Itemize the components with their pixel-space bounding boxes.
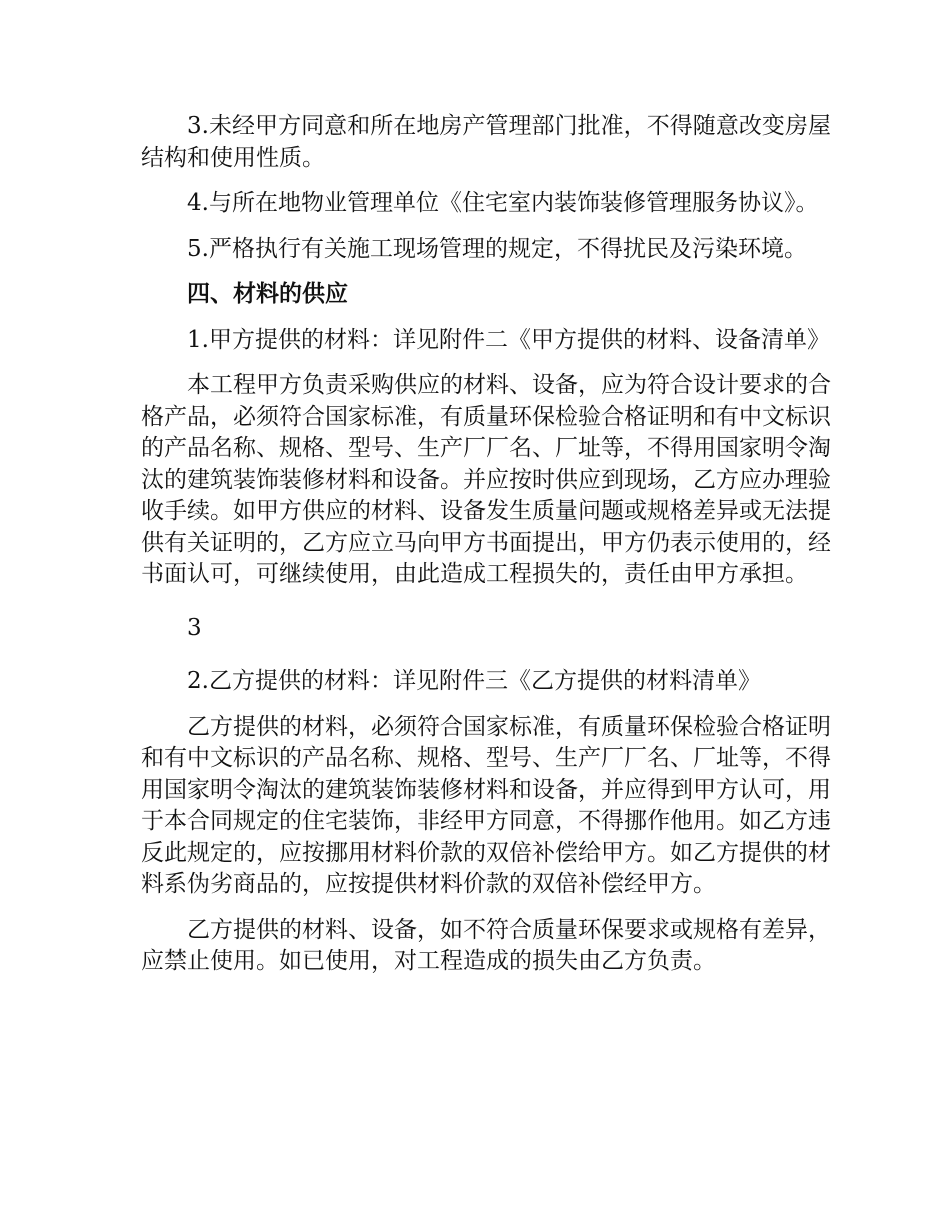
clause-5-site-management: 5.严格执行有关施工现场管理的规定，不得扰民及污染环境。 bbox=[187, 235, 807, 262]
document-page bbox=[141, 111, 831, 992]
party-b-nonconforming-materials: 乙方提供的材料、设备，如不符合质量环保要求或规格有差异，应禁止使用。如已使用，对工程造成的损失由乙方负责。 bbox=[141, 916, 831, 974]
clause-2-party-b-materials: 2.乙方提供的材料：详见附件三《乙方提供的材料清单》 bbox=[187, 668, 761, 694]
clause-3-structure: 3.未经甲方同意和所在地房产管理部门批准，不得随意改变房屋结构和使用性质。 bbox=[141, 113, 831, 171]
page-number: 3 bbox=[187, 614, 202, 641]
party-a-materials-body: 本工程甲方负责采购供应的材料、设备，应为符合设计要求的合格产品，必须符合国家标准，有质量环保检验合格证明和有中文标识的产品名称、规格、型号、生产厂厂名、厂址等，不得用国家明令淘汰的建筑装饰装修材料和设备。并应按时供应到现场，乙方应办理验收手续。如甲方供应的材料、设备发生质量问题或规格差异或无法提供有关证明的，乙方应立马向甲方书面提出，甲方仍表示使用的，经书面认可，可继续使用，由此造成工程损失的，责任由甲方承担。 bbox=[141, 372, 831, 587]
clause-1-party-a-materials: 1.甲方提供的材料：详见附件二《甲方提供的材料、设备清单》 bbox=[187, 326, 830, 353]
section-heading-materials: 四、材料的供应 bbox=[187, 281, 348, 307]
party-b-materials-body: 乙方提供的材料，必须符合国家标准，有质量环保检验合格证明和有中文标识的产品名称、规格、型号、生产厂厂名、厂址等，不得用国家明令淘汰的建筑装饰装修材料和设备，并应得到甲方认可，用于本合同规定的住宅装饰，非经甲方同意，不得挪作他用。如乙方违反此规定的，应按挪用材料价款的双倍补偿给甲方。如乙方提供的材料系伪劣商品的，应按提供材料价款的双倍补偿经甲方。 bbox=[141, 713, 831, 897]
clause-4-property-agreement: 4.与所在地物业管理单位《住宅室内装饰装修管理服务协议》。 bbox=[187, 190, 819, 216]
